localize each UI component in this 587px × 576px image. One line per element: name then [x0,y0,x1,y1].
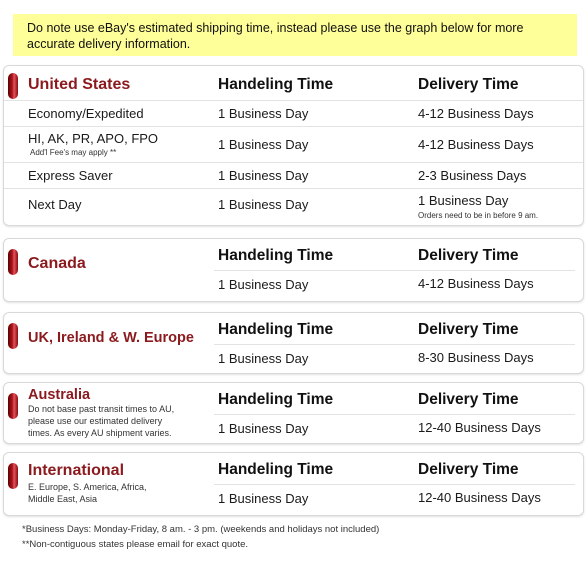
section-international [3,452,584,516]
delivery-time: 4-12 Business Days [418,276,534,291]
handling-header: Handeling Time [218,461,334,478]
region-title: United States [28,76,131,93]
region-note-line: times. As every AU shipment varies. [28,428,172,438]
table-row [4,414,583,444]
delivery-time: 1 Business Day [418,193,509,208]
delivery-time: 8-30 Business Days [418,350,534,365]
delivery-time: 12-40 Business Days [418,420,541,435]
handling-time: 1 Business Day [218,491,309,506]
table-row [4,484,583,516]
handling-time: 1 Business Day [218,137,309,152]
section-canada [3,238,584,302]
table-row [4,100,583,126]
region-title: Canada [28,255,86,272]
delivery-header: Delivery Time [418,391,519,408]
delivery-note: Orders need to be in before 9 am. [418,211,539,220]
delivery-header: Delivery Time [418,247,519,264]
service-name: HI, AK, PR, APO, FPO [28,131,159,146]
table-row [4,188,583,226]
footnote-business-days: *Business Days: Monday-Friday, 8 am. - 3 pm. (weekends and holidays not included) [22,524,380,535]
handling-time: 1 Business Day [218,351,309,366]
region-marker-icon [8,73,18,99]
delivery-header: Delivery Time [418,76,519,93]
handling-time: 1 Business Day [218,168,309,183]
handling-header: Handeling Time [218,391,334,408]
delivery-header: Delivery Time [418,321,519,338]
region-note-line: Do not base past transit times to AU, [28,404,175,414]
handling-time: 1 Business Day [218,277,309,292]
handling-time: 1 Business Day [218,106,309,121]
region-title: UK, Ireland & W. Europe [28,330,194,346]
table-row [4,344,583,374]
handling-time: 1 Business Day [218,421,309,436]
region-title: International [28,462,125,479]
delivery-time: 2-3 Business Days [418,168,527,183]
section-uk-ireland-europe [3,312,584,374]
delivery-time: 12-40 Business Days [418,490,541,505]
footnote-non-contiguous: **Non-contiguous states please email for exact quote. [22,539,249,550]
service-name: Next Day [28,197,82,212]
table-row [4,126,583,162]
shipping-notice: Do note use eBay's estimated shipping time, instead please use the graph below for more accurate delivery information. [13,14,577,56]
handling-time: 1 Business Day [218,197,309,212]
delivery-header: Delivery Time [418,461,519,478]
handling-header: Handeling Time [218,321,334,338]
region-note-line: E. Europe, S. America, Africa, [28,482,147,492]
region-title: Australia [28,387,91,403]
table-row [4,270,583,302]
delivery-time: 4-12 Business Days [418,106,534,121]
handling-header: Handeling Time [218,76,334,93]
service-note: Add'l Fee's may apply ** [30,148,117,157]
section-australia [3,382,584,444]
handling-header: Handeling Time [218,247,334,264]
delivery-time: 4-12 Business Days [418,137,534,152]
region-note-line: Middle East, Asia [28,494,98,504]
table-row [4,162,583,188]
section-united-states [3,65,584,226]
region-note-line: please use our estimated delivery [28,416,163,426]
service-name: Express Saver [28,168,113,183]
service-name: Economy/Expedited [28,106,144,121]
